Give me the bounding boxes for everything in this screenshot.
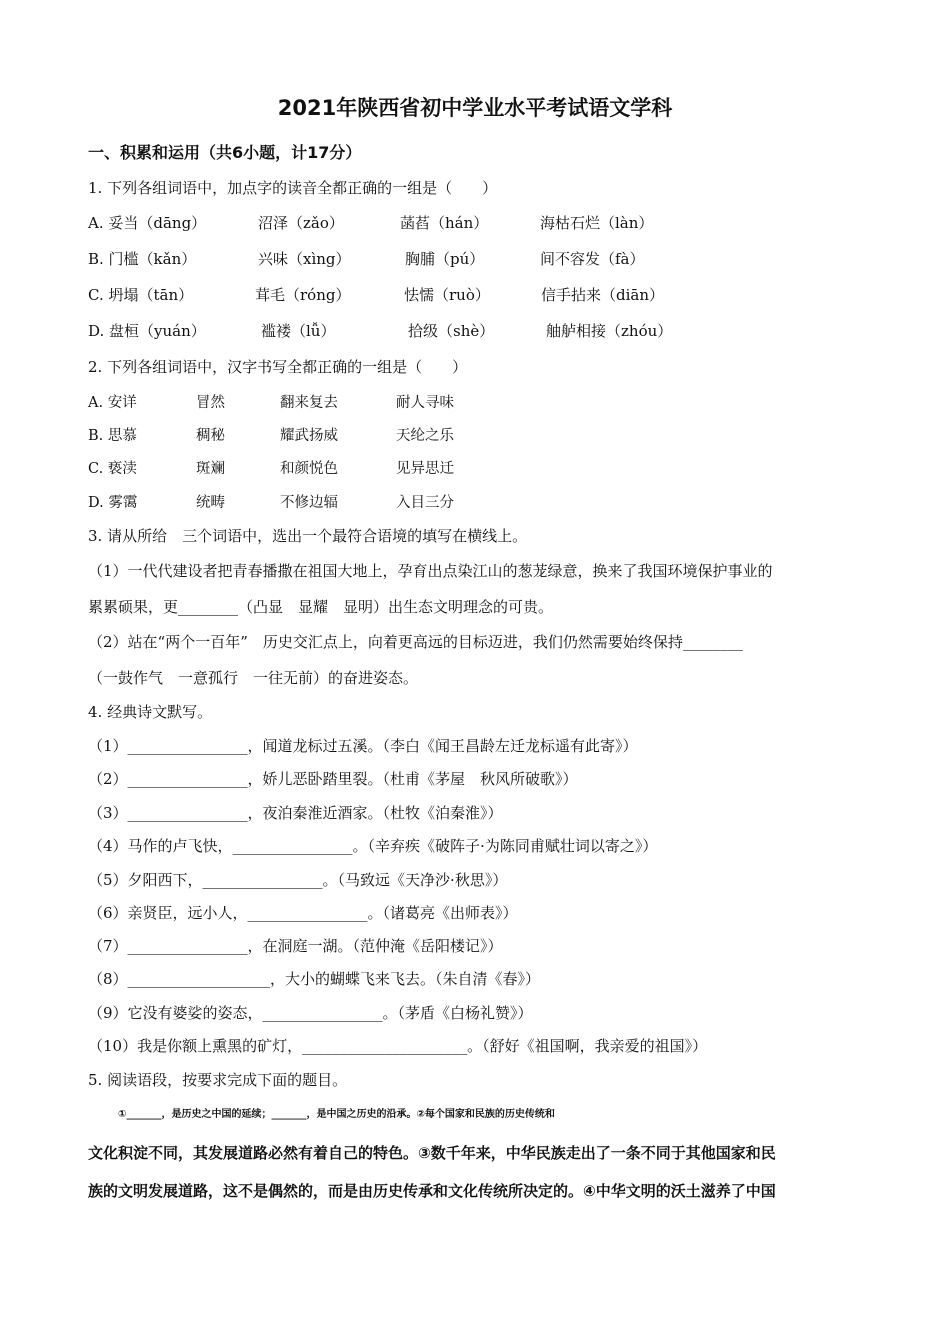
q1-option-a-1: A. 妥当（dāng）	[88, 214, 207, 232]
question-2-stem: 2. 下列各组词语中，汉字书写全都正确的一组是（ ）	[88, 358, 468, 376]
q1-option-a-2: 沼泽（zǎo）	[258, 214, 344, 232]
q4-item: （8）___________________，大小的蝴蝶飞来飞去。（朱自清《春》）	[88, 970, 541, 988]
question-1-stem: 1. 下列各组词语中，加点字的读音全都正确的一组是（ ）	[88, 179, 498, 197]
q2-option-b-2: 稠秘	[196, 428, 225, 444]
q2-option-d-3: 不修边辐	[280, 495, 338, 511]
question-5-stem: 5. 阅读语段，按要求完成下面的题目。	[88, 1071, 348, 1089]
q2-option-c-2: 斑斓	[196, 461, 225, 477]
q2-option-d-1: D. 雾霭	[88, 495, 138, 511]
q2-option-a-2: 冒然	[196, 395, 225, 411]
q2-option-a-3: 翻来复去	[280, 395, 338, 411]
question-3-stem: 3. 请从所给 三个词语中，选出一个最符合语境的填写在横线上。	[88, 527, 528, 545]
q4-item: （3）________________，夜泊秦淮近酒家。（杜牧《泊秦淮》）	[88, 804, 503, 822]
q1-option-b-4: 间不容发（fà）	[540, 250, 645, 268]
q5-paragraph-line: ①_______，是历史之中国的延续；_______，是中国之历史的沿承。②每个国家和民族的历史传统和	[118, 1109, 555, 1120]
q2-option-b-1: B. 思慕	[88, 428, 137, 444]
q1-option-b-3: 胸脯（pú）	[405, 250, 485, 268]
page-title: 2021年陕西省初中学业水平考试语文学科	[277, 96, 673, 120]
q4-item: （5）夕阳西下，________________。（马致远《天净沙·秋思》）	[88, 871, 508, 889]
q1-option-c-2: 茸毛（róng）	[255, 286, 351, 304]
q4-item: （2）________________，娇儿恶卧踏里裂。（杜甫《茅屋 秋风所破歌》）	[88, 770, 578, 788]
q2-option-b-3: 耀武扬威	[280, 428, 338, 444]
q4-item: （4）马作的卢飞快，________________。（辛弃疾《破阵子·为陈同甫赋壮词以寄之》）	[88, 837, 658, 855]
q1-option-b-1: B. 门槛（kǎn）	[88, 250, 197, 268]
question-4-stem: 4. 经典诗文默写。	[88, 703, 213, 721]
q1-option-d-4: 舳舻相接（zhóu）	[546, 322, 673, 340]
q1-option-b-2: 兴味（xìng）	[258, 250, 351, 268]
q1-option-d-2: 褴褛（lǚ）	[261, 322, 336, 340]
q4-item: （9）它没有婆娑的姿态，________________。（茅盾《白杨礼赞》）	[88, 1004, 533, 1022]
q2-option-c-3: 和颜悦色	[280, 461, 338, 477]
q1-option-a-4: 海枯石烂（làn）	[540, 214, 654, 232]
q2-option-c-4: 见异思迁	[396, 461, 454, 477]
q5-paragraph-line: 族的文明发展道路，这不是偶然的，而是由历史传承和文化传统所决定的。④中华文明的沃土滋养了中国	[88, 1182, 776, 1200]
q2-option-a-1: A. 安详	[88, 395, 137, 411]
question-3-part-1-line-2: 累累硕果，更________（凸显 显耀 显明）出生态文明理念的可贵。	[88, 598, 554, 616]
q1-option-c-4: 信手拈来（diān）	[541, 286, 665, 304]
q4-item: （6）亲贤臣，远小人，________________。（诸葛亮《出师表》）	[88, 904, 518, 922]
q5-paragraph-line: 文化积淀不同，其发展道路必然有着自己的特色。③数千年来，中华民族走出了一条不同于其他国家和民	[88, 1144, 776, 1162]
q1-option-c-3: 怯懦（ruò）	[404, 286, 490, 304]
q2-option-a-4: 耐人寻味	[396, 395, 454, 411]
question-3-part-1-line-1: （1）一代代建设者把青春播撒在祖国大地上，孕育出点染江山的葱茏绿意，换来了我国环境保护事业的	[88, 562, 773, 580]
q4-item: （10）我是你额上熏黑的矿灯，______________________。（舒好《祖国啊，我亲爱的祖国》）	[88, 1037, 708, 1055]
question-3-part-2-line-1: （2）站在“两个一百年” 历史交汇点上，向着更高远的目标迈进，我们仍然需要始终保持________	[88, 633, 743, 651]
q1-option-d-1: D. 盘桓（yuán）	[88, 322, 206, 340]
q2-option-d-4: 入目三分	[396, 495, 454, 511]
q4-item: （7）________________，在洞庭一湖。（范仲淹《岳阳楼记》）	[88, 937, 503, 955]
q2-option-c-1: C. 亵渎	[88, 461, 137, 477]
q2-option-b-4: 天纶之乐	[396, 428, 454, 444]
q1-option-d-3: 拾级（shè）	[408, 322, 495, 340]
section-heading: 一、积累和运用（共6小题，计17分）	[88, 143, 362, 162]
question-3-part-2-line-2: （一鼓作气 一意孤行 一往无前）的奋进姿态。	[88, 669, 419, 687]
q1-option-a-3: 菡萏（hán）	[400, 214, 489, 232]
q1-option-c-1: C. 坍塌（tān）	[88, 286, 194, 304]
q2-option-d-2: 统畴	[196, 495, 225, 511]
q4-item: （1）________________，闻道龙标过五溪。（李白《闻王昌龄左迁龙标遥有此寄》）	[88, 737, 638, 755]
